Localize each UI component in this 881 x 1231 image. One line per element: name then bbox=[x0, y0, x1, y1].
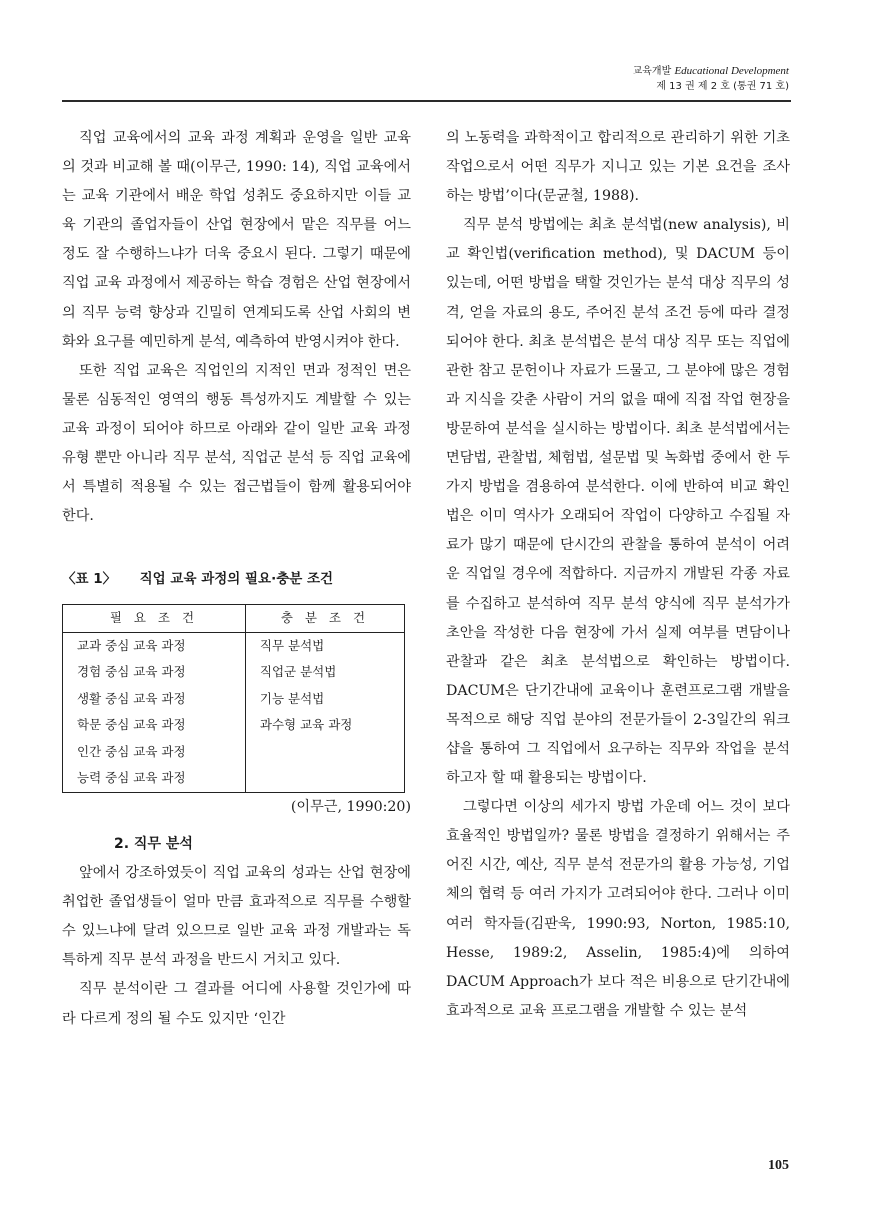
running-header bbox=[633, 64, 789, 94]
table-row bbox=[63, 739, 405, 766]
table-cell: 교과 중심 교육 과정 bbox=[63, 632, 246, 659]
paragraph: 직업 교육에서의 교육 과정 계획과 운영을 일반 교육의 것과 비교해 볼 때(이무근, 1990: 14), 직업 교육에서는 교육 기관에서 배운 학업 성취도 중요하지만 이들 교육 기관의 졸업자들이 산업 현장에서 맡은 직무를 어느 정도 잘 수행하느냐가 더욱 중요시 된다. 그렇기 때문에 직업 교육 과정에서 제공하는 학습 경험은 산업 현장에서의 직무 능력 향상과 긴밀히 연계되도록 산업 사회의 변화와 요구를 예민하게 분석, 예측하여 반영시켜야 한다. bbox=[62, 130, 411, 350]
table-cell bbox=[245, 739, 404, 766]
requirements-table bbox=[62, 604, 405, 793]
table-row bbox=[63, 765, 405, 792]
table-cell: 직무 분석법 bbox=[245, 632, 404, 659]
table-cell: 직업군 분석법 bbox=[245, 659, 404, 686]
left-column bbox=[62, 124, 411, 1034]
table-cell: 인간 중심 교육 과정 bbox=[63, 739, 246, 766]
paragraph: 그렇다면 이상의 세가지 방법 가운데 어느 것이 보다 효율적인 방법일까? 물론 방법을 결정하기 위해서는 주어진 시간, 예산, 직무 분석 전문가의 활용 가능성, 기업체의 협력 등 여러 가지가 고려되어야 한다. 그러나 이미 여러 학자들(김판욱, 1990:93, Norton, 1985:10, Hesse, 1989:2, Asselin, 1985:4)에 의하여 DACUM Approach가 보다 적은 비용으로 단기간내에 효과적으로 교육 프로그램을 개발할 수 있는 분석 bbox=[446, 799, 790, 1019]
table-title: 〈표 1〉 직업 교육 과정의 필요·충분 조건 bbox=[62, 571, 334, 588]
right-column bbox=[446, 124, 790, 1026]
table-row bbox=[63, 659, 405, 686]
table-cell: 생활 중심 교육 과정 bbox=[63, 686, 246, 713]
table-row bbox=[63, 712, 405, 739]
paragraph: 직무 분석이란 그 결과를 어디에 사용할 것인가에 따라 다르게 정의 될 수도 있지만 ‘인간 bbox=[62, 981, 411, 1027]
table-header-row bbox=[63, 605, 405, 633]
paragraph: 앞에서 강조하였듯이 직업 교육의 성과는 산업 현장에 취업한 졸업생들이 얼마 만큼 효과적으로 직무를 수행할 수 있느냐에 달려 있으므로 일반 교육 과정 개발과는 독특하게 직무 분석 과정을 반드시 거치고 있다. bbox=[62, 865, 411, 969]
page-number: 105 bbox=[768, 1158, 789, 1173]
table-row bbox=[63, 632, 405, 659]
paragraph: 직무 분석 방법에는 최초 분석법(new analysis), 비교 확인법(verification method), 및 DACUM 등이 있는데, 어떤 방법을 택할 것인가는 분석 대상 직무의 성격, 얻을 자료의 용도, 주어진 분석 조건 등에 따라 결정되어야 한다. 최초 분석법은 분석 대상 직무 또는 직업에 관한 참고 문헌이나 자료가 드물고, 그 분야에 많은 경험과 지식을 갖춘 사람이 거의 없을 때에 직접 작업 현장을 방문하여 분석을 실시하는 방법이다. 최초 분석법에서는 면담법, 관찰법, 체험법, 설문법 및 녹화법 중에서 한 두가지 방법을 겸용하여 분석한다. 이에 반하여 비교 확인법은 이미 역사가 오래되어 작업이 다양하고 수집될 자료가 많기 때문에 단시간의 관찰을 통하여 분석이 어려운 직업일 경우에 적합하다. 지금까지 개발된 각종 자료를 수집하고 분석하여 직무 분석 양식에 직무 분석가가 초안을 작성한 다음 현장에 가서 실제 여부를 면담이나 관찰과 같은 최초 분석법으로 확인하는 방법이다. DACUM은 단기간내에 교육이나 훈련프로그램 개발을 목적으로 해당 직업 분야의 전문가들이 2-3일간의 워크샵을 통하여 그 직업에서 요구하는 직무와 작업을 분석하고자 할 때 활용되는 방법이다. bbox=[446, 217, 790, 787]
table-cell: 학문 중심 교육 과정 bbox=[63, 712, 246, 739]
table-cell: 기능 분석법 bbox=[245, 686, 404, 713]
paragraph: 의 노동력을 과학적이고 합리적으로 관리하기 위한 기초 작업으로서 어떤 직무가 지니고 있는 기본 요건을 조사하는 방법’이다(문균철, 1988). bbox=[446, 130, 790, 205]
table-header-cell: 필 요 조 건 bbox=[63, 605, 246, 633]
table-source: (이무근, 1990:20) bbox=[290, 798, 411, 815]
table-cell: 과수형 교육 과정 bbox=[245, 712, 404, 739]
table-cell: 경험 중심 교육 과정 bbox=[63, 659, 246, 686]
table-cell: 능력 중심 교육 과정 bbox=[63, 765, 246, 792]
journal-name-en: Educational Development bbox=[674, 65, 789, 77]
header-rule bbox=[62, 100, 791, 102]
table-row bbox=[63, 686, 405, 713]
table-header-cell: 충 분 조 건 bbox=[245, 605, 404, 633]
paragraph: 또한 직업 교육은 직업인의 지적인 면과 정적인 면은 물론 심동적인 영역의 행동 특성까지도 계발할 수 있는 교육 과정이 되어야 하므로 아래와 같이 일반 교육 과정 유형 뿐만 아니라 직무 분석, 직업군 분석 등 직업 교육에서 특별히 적용될 수 있는 접근법들이 함께 활용되어야 한다. bbox=[62, 362, 411, 525]
issue-info: 제 13 권 제 2 호 (통권 71 호) bbox=[656, 81, 789, 92]
section-heading: 2. 직무 분석 bbox=[114, 836, 193, 852]
journal-name-kr: 교육개발 bbox=[632, 66, 672, 77]
table-cell bbox=[245, 765, 404, 792]
